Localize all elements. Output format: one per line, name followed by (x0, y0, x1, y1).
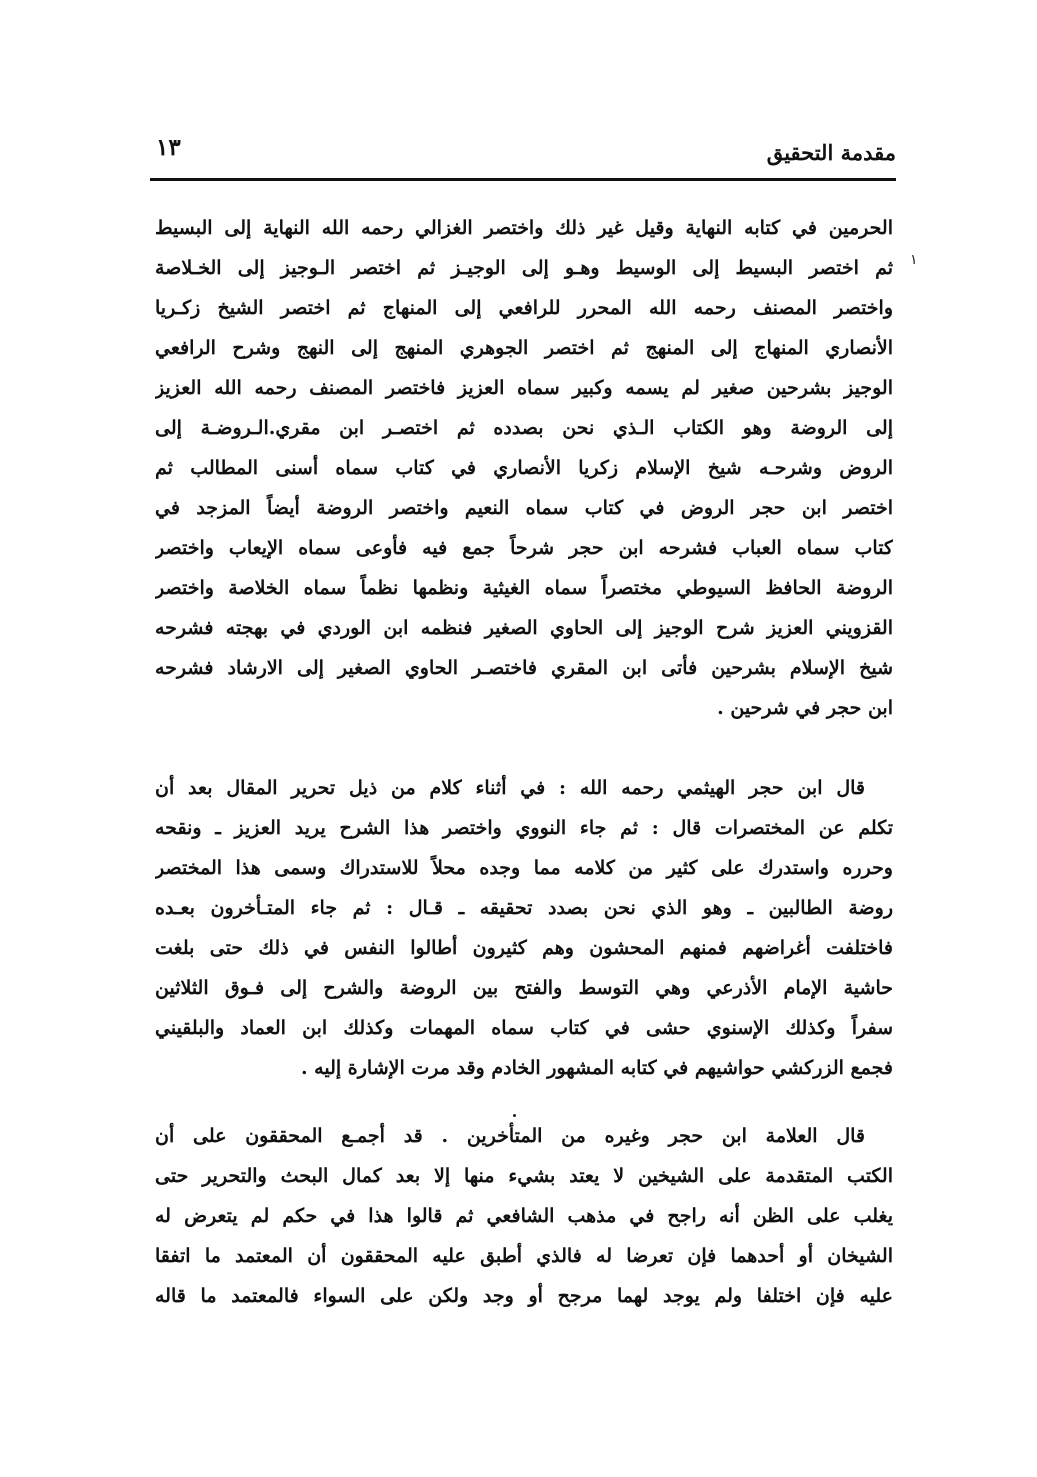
text-line: قال العلامة ابن حجر وغيره من المتأخرين . قد أجمـع المحققون على أن (155, 1125, 865, 1147)
text-line: عليه فإن اختلفا ولم يوجد لهما مرجح أو وجد ولكن على السواء فالمعتمد ما قاله (155, 1285, 893, 1307)
body-text (155, 208, 893, 1316)
text-line: ابن حجر في شرحين . (717, 697, 893, 719)
text-line: قال ابن حجر الهيثمي رحمه الله : في أثناء كلام من ذيل تحرير المقال بعد أن (155, 777, 865, 799)
text-line: إلى الروضة وهو الكتاب الـذي نحن بصدده ثم اختصـر ابن مقري.الـروضـة إلى (155, 417, 893, 439)
text-line: وحرره واستدرك على كثير من كلامه مما وجده محلاً للاستدراك وسمى هذا المختصر (155, 857, 893, 879)
text-line: ثم اختصر البسيط إلى الوسيط وهـو إلى الوجيـز ثم اختصر الـوجيز إلى الخـلاصة (155, 257, 893, 279)
margin-mark: ١ (910, 252, 918, 268)
text-line: يغلب على الظن أنه راجح في مذهب الشافعي ثم قالوا هذا في حكم لم يتعرض له (155, 1205, 893, 1227)
text-line: الروض وشرحـه شيخ الإسلام زكريا الأنصاري في كتاب سماه أسنى المطالب ثم (155, 457, 893, 479)
text-line: كتاب سماه العباب فشرحه ابن حجر شرحاً جمع فيه فأوعى سماه الإيعاب واختصر (155, 537, 893, 559)
text-line: الشيخان أو أحدهما فإن تعرضا له فالذي أطبق عليه المحققون أن المعتمد ما اتفقا (155, 1245, 893, 1267)
text-line: شيخ الإسلام بشرحين فأتى ابن المقري فاختصـر الحاوي الصغير إلى الارشاد فشرحه (155, 657, 893, 679)
running-title: مقدمة التحقيق (766, 140, 896, 165)
page-number: ١٣ (156, 134, 181, 161)
text-line: الروضة الحافظ السيوطي مختصراً سماه الغيثية ونظمها نظماً سماه الخلاصة واختصر (155, 577, 893, 599)
text-line: القزويني العزيز شرح الوجيز إلى الحاوي الصغير فنظمه ابن الوردي في بهجته فشرحه (155, 617, 893, 639)
text-line: تكلم عن المختصرات قال : ثم جاء النووي واختصر هذا الشرح يريد العزيز ـ ونقحه (155, 817, 893, 839)
text-line: فاختلفت أغراضهم فمنهم المحشون وهم كثيرون أطالوا النفس في ذلك حتى بلغت (155, 937, 893, 959)
text-line: روضة الطالبين ـ وهو الذي نحن بصدد تحقيقه ـ قـال : ثم جاء المتـأخرون بعـده (155, 897, 893, 919)
text-line: الحرمين في كتابه النهاية وقيل غير ذلك واختصر الغزالي رحمه الله النهاية إلى البسيط (155, 217, 893, 239)
text-line: واختصر المصنف رحمه الله المحرر للرافعي إلى المنهاج ثم اختصر الشيخ زكـريا (155, 297, 893, 319)
text-line: حاشية الإمام الأذرعي وهي التوسط والفتح بين الروضة والشرح إلى فـوق الثلاثين (155, 977, 893, 999)
text-line: سفراً وكذلك الإسنوي حشى في كتاب سماه المهمات وكذلك ابن العماد والبلقيني (155, 1017, 893, 1039)
text-line: فجمع الزركشي حواشيهم في كتابه المشهور الخادم وقد مرت الإشارة إليه . (300, 1057, 893, 1079)
page-header (150, 130, 896, 178)
paragraph-3 (155, 1116, 893, 1316)
paragraph-1 (155, 208, 893, 728)
text-line: اختصر ابن حجر الروض في كتاب سماه النعيم واختصر الروضة أيضاً المزجد في (155, 497, 893, 519)
text-line: الأنصاري المنهاج إلى المنهج ثم اختصر الجوهري المنهج إلى النهج وشرح الرافعي (155, 337, 893, 359)
text-line: الكتب المتقدمة على الشيخين لا يعتد بشيء منها إلا بعد كمال البحث والتحرير حتى (155, 1165, 893, 1187)
paragraph-2 (155, 768, 893, 1088)
header-rule (150, 178, 896, 181)
text-line: الوجيز بشرحين صغير لم يسمه وكبير سماه العزيز فاختصر المصنف رحمه الله العزيز (155, 377, 893, 399)
